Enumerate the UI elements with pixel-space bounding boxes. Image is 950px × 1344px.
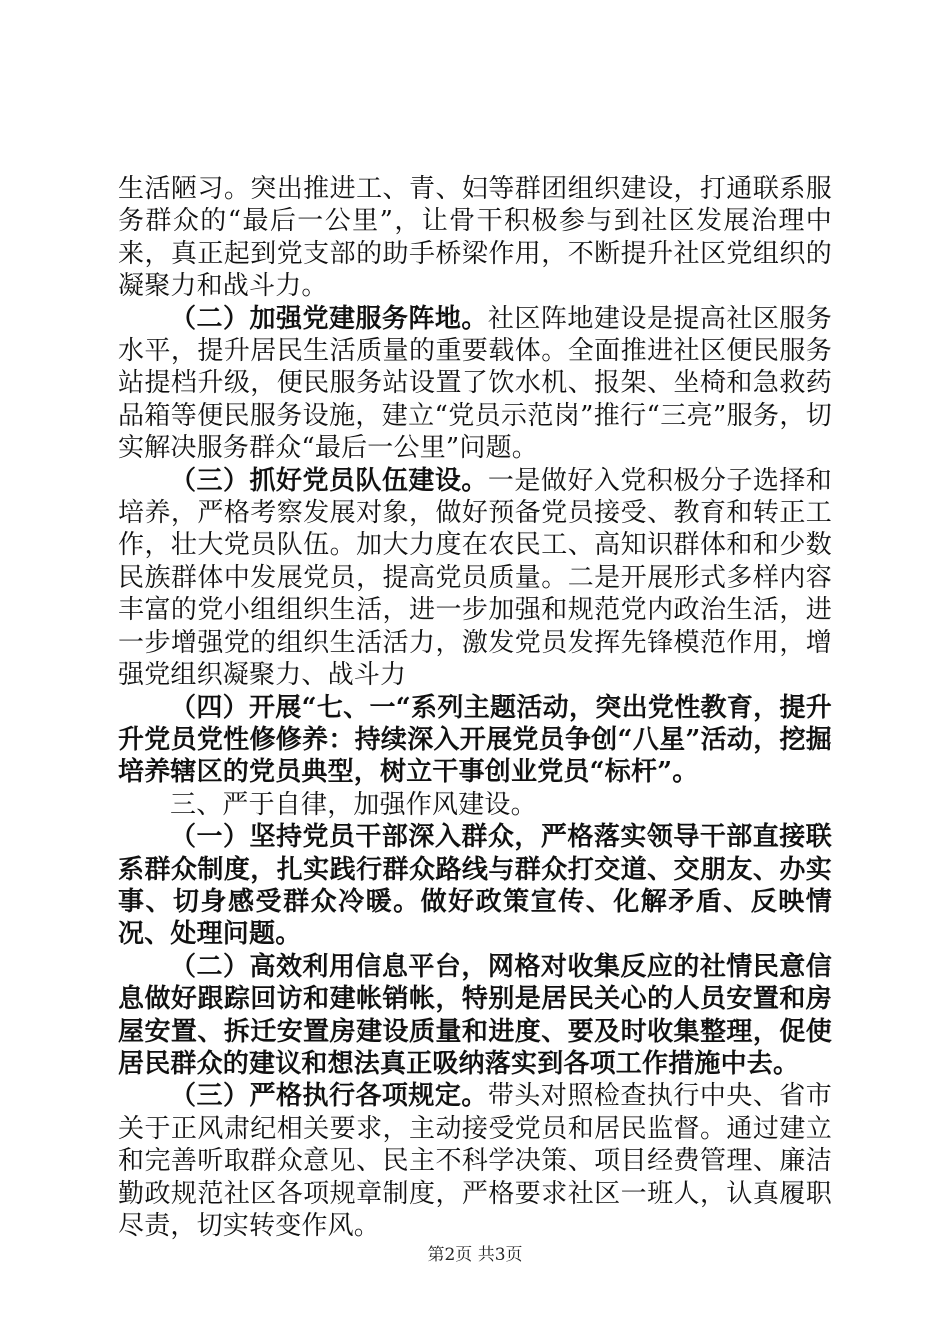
paragraph-heading: （一）坚持党员干部深入群众，: [170, 822, 541, 853]
paragraph-text: 严格落实领导干部直接联系群众制度，扎实践行群众路线与群众打交道、交朋友、办实事、切身感受群众冷暖。做好政策宣传、化解矛盾、反映情况、处理问题。: [118, 822, 832, 950]
paragraph-heading: （三）抓好党员队伍建设。: [170, 465, 488, 496]
paragraph-text: 生活陋习。突出推进工、青、妇等群团组织建设，打通联系服务群众的“最后一公里”，让骨干积极参与到社区发展治理中来，真正起到党支部的助手桥梁作用，不断提升社区党组织的凝聚力和战斗力。: [118, 174, 832, 302]
paragraph-heading: （二）加强党建服务阵地。: [170, 303, 488, 334]
paragraph-text: 带头对照检查执行中央、省市关于正风肃纪相关要求，主动接受党员和居民监督。通过建立和完善听取群众意见、民主不科学决策、项目经费管理、廉洁勤政规范社区各项规章制度，严格要求社区一班人，认真履职尽责，切实转变作风。: [118, 1081, 832, 1241]
paragraph-heading: （四）开展“七、一“系列主题活动，突出党性教育，提升升党员党性修修养：持续深入开展党员争创“八星”活动，挖掘培养辖区的党员典型，树立干事创业党员“标杆”。: [118, 692, 832, 788]
document-body: [118, 173, 832, 1242]
paragraph-text: 社区阵地建设是提高社区服务水平，提升居民生活质量的重要载体。全面推进社区便民服务站提档升级，便民服务站设置了饮水机、报架、坐椅和急救药品箱等便民服务设施，建立“党员示范岗”推行“三亮”服务，切实解决服务群众“最后一公里”问题。: [118, 303, 832, 464]
paragraph-heading: （二）高效利用信息平台，网格对收集反应的社情民意信息做好跟踪回访和建帐销帐，特别是居民关心的人员安置和房屋安置、拆迁安置房建设质量和进度、要及时收集整理，促使居民群众的建议和想法真正吸纳落实到各项工作措施中去。: [118, 951, 832, 1079]
paragraph-continuation: [118, 173, 832, 303]
paragraph-regulations: [118, 1080, 832, 1242]
paragraph-theme-activity: [118, 692, 832, 789]
paragraph-heading: （三）严格执行各项规定。: [170, 1081, 488, 1112]
paragraph-info-platform: [118, 951, 832, 1081]
paragraph-text: 三、严于自律，加强作风建设。: [170, 789, 537, 820]
section-heading-discipline: [118, 789, 832, 821]
paragraph-contact-masses: [118, 821, 832, 951]
paragraph-text: 一是做好入党积极分子选择和培养，严格考察发展对象，做好预备党员接受、教育和转正工作，壮大党员队伍。加大力度在农民工、高知识群体和和少数民族群体中发展党员，提高党员质量。二是开展形式多样内容丰富的党小组组织生活，进一步加强和规范党内政治生活，进一步增强党的组织生活活力，激发党员发挥先锋模范作用，增强党组织凝聚力、战斗力: [118, 465, 832, 691]
paragraph-member-team: [118, 465, 832, 692]
page-footer: 第2页 共3页: [427, 1245, 523, 1265]
paragraph-service-position: [118, 303, 832, 465]
